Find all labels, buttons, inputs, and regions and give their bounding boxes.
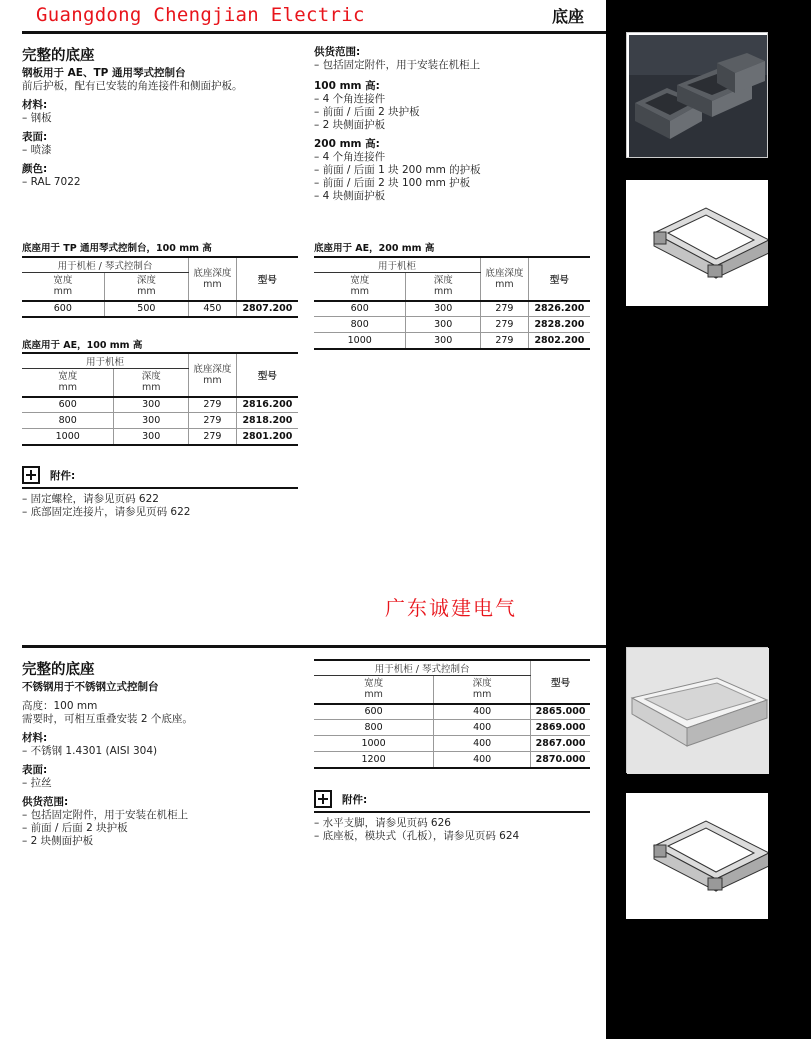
table-row (314, 720, 590, 736)
col-depth: 深度 mm (114, 369, 189, 397)
table-tp-title: 底座用于 TP 通用琴式控制台，100 mm 高 (22, 243, 212, 254)
accessories-label: 附件: (50, 469, 76, 482)
cell-width: 1200 (314, 752, 434, 768)
cell-depth: 400 (434, 736, 531, 752)
col-width: 宽度 mm (58, 371, 78, 394)
accessory-item: – 固定螺栓，请参见页码 622 (22, 493, 159, 505)
cell-depth: 400 (434, 752, 531, 768)
section1-right (314, 44, 594, 203)
section1-left (22, 44, 302, 189)
table-ae100 (22, 352, 298, 446)
table-ae200 (314, 256, 590, 350)
table-row (314, 704, 590, 720)
col-depth: 深度 mm (434, 676, 531, 704)
col-depth: 深度 mm (406, 273, 481, 301)
cell-model: 2865.000 (531, 704, 590, 720)
cell-width: 1000 (22, 429, 114, 445)
surface-label: 表面: (22, 764, 48, 776)
section1-subtitle: 钢板用于 AE、TP 通用琴式控制台 (22, 67, 186, 79)
table-row (22, 301, 298, 317)
h200-item: – 前面 / 后面 2 块 100 mm 护板 (314, 177, 471, 189)
table-stainless (314, 659, 590, 769)
cell-base-depth: 279 (189, 429, 237, 445)
cell-model: 2802.200 (528, 333, 590, 349)
cell-depth: 300 (406, 301, 481, 317)
accessories-2 (314, 790, 590, 843)
accessory-item: – 水平支脚，请参见页码 626 (314, 817, 451, 829)
h200-item: – 4 块侧面护板 (314, 190, 386, 202)
cell-base-depth: 450 (189, 301, 237, 317)
cell-depth: 300 (114, 413, 189, 429)
color-label: 颜色: (22, 163, 48, 175)
section2-left (22, 658, 302, 848)
table-row (22, 397, 298, 413)
section1-desc: 前后护板，配有已安装的角连接件和侧面护板。 (22, 80, 243, 92)
table-row (314, 736, 590, 752)
cell-width: 600 (314, 704, 434, 720)
cell-depth: 500 (104, 301, 188, 317)
material-label: 材料: (22, 99, 48, 111)
col-width: 宽度 mm (350, 275, 370, 298)
plus-icon (314, 790, 332, 808)
col-base-depth: 底座深度 mm (189, 353, 237, 397)
material-label: 材料: (22, 732, 48, 744)
col-group: 用于机柜 / 琴式控制台 (314, 660, 531, 676)
col-model: 型号 (531, 660, 590, 704)
h100-label: 100 mm 高: (314, 80, 380, 92)
cell-depth: 300 (406, 333, 481, 349)
table-row (314, 752, 590, 768)
accessories-1 (22, 466, 298, 519)
product-photo-steel-bases (626, 32, 768, 158)
col-model: 型号 (236, 257, 298, 301)
supply-value: – 包括固定附件，用于安装在机柜上 (314, 59, 481, 71)
cell-depth: 300 (406, 317, 481, 333)
base-diagram-2 (626, 793, 768, 919)
table-row (314, 333, 590, 349)
cell-model: 2867.000 (531, 736, 590, 752)
table-row (22, 413, 298, 429)
section2-height: 高度：100 mm (22, 700, 98, 712)
product-photo-stainless-base (626, 647, 768, 773)
table-ae100-title: 底座用于 AE，100 mm 高 (22, 340, 143, 351)
cell-model: 2828.200 (528, 317, 590, 333)
page-title: 底座 (552, 7, 585, 26)
cell-width: 800 (314, 720, 434, 736)
section-rule (22, 645, 606, 648)
cell-base-depth: 279 (481, 333, 529, 349)
material-value: – 不锈钢 1.4301 (AISI 304) (22, 745, 158, 757)
col-group: 用于机柜 (22, 353, 189, 369)
cell-base-depth: 279 (481, 317, 529, 333)
cell-width: 600 (22, 397, 114, 413)
section2-subtitle: 不锈钢用于不锈钢立式控制台 (22, 681, 159, 693)
table-ae200-title: 底座用于 AE，200 mm 高 (314, 243, 435, 254)
col-width: 宽度 mm (364, 678, 384, 701)
supply-item: – 2 块侧面护板 (22, 835, 94, 847)
table-row (314, 301, 590, 317)
cell-depth: 300 (114, 429, 189, 445)
cell-depth: 400 (434, 704, 531, 720)
h200-label: 200 mm 高: (314, 138, 380, 150)
cell-base-depth: 279 (189, 413, 237, 429)
supply-label: 供货范围: (22, 796, 69, 808)
col-group: 用于机柜 (314, 257, 481, 273)
col-base-depth: 底座深度 mm (189, 257, 237, 301)
accessory-item: – 底座板，模块式（孔板），请参见页码 624 (314, 830, 520, 842)
cell-base-depth: 279 (189, 397, 237, 413)
h100-item: – 前面 / 后面 2 块护板 (314, 106, 420, 118)
header-rule (22, 31, 606, 34)
surface-value: – 喷漆 (22, 144, 52, 156)
h100-item: – 4 个角连接件 (314, 93, 386, 105)
col-model: 型号 (236, 353, 298, 397)
cell-model: 2870.000 (531, 752, 590, 768)
table-row (22, 429, 298, 445)
cell-width: 1000 (314, 333, 406, 349)
cell-base-depth: 279 (481, 301, 529, 317)
section2-stack: 需要时，可相互重叠安装 2 个底座。 (22, 713, 193, 725)
surface-value: – 拉丝 (22, 777, 52, 789)
cell-model: 2869.000 (531, 720, 590, 736)
plus-icon (22, 466, 40, 484)
base-diagram-1 (626, 180, 768, 306)
cell-width: 600 (22, 301, 104, 317)
table-tp (22, 256, 298, 318)
cell-model: 2826.200 (528, 301, 590, 317)
h200-item: – 4 个角连接件 (314, 151, 386, 163)
cell-depth: 300 (114, 397, 189, 413)
accessory-item: – 底部固定连接片，请参见页码 622 (22, 506, 191, 518)
h200-item: – 前面 / 后面 1 块 200 mm 的护板 (314, 164, 481, 176)
color-value: – RAL 7022 (22, 176, 81, 188)
col-model: 型号 (528, 257, 590, 301)
surface-label: 表面: (22, 131, 48, 143)
supply-item: – 前面 / 后面 2 块护板 (22, 822, 128, 834)
cell-model: 2801.200 (236, 429, 298, 445)
col-width: 宽度 mm (53, 275, 73, 298)
col-depth: 深度 mm (104, 273, 188, 301)
supply-label: 供货范围: (314, 46, 361, 58)
cell-model: 2807.200 (236, 301, 298, 317)
watermark-text: 广东诚建电气 (385, 596, 517, 620)
cell-model: 2818.200 (236, 413, 298, 429)
cell-width: 1000 (314, 736, 434, 752)
h100-item: – 2 块侧面护板 (314, 119, 386, 131)
cell-width: 800 (22, 413, 114, 429)
cell-model: 2816.200 (236, 397, 298, 413)
col-base-depth: 底座深度 mm (481, 257, 529, 301)
section1-title: 完整的底座 (22, 48, 95, 64)
cell-width: 800 (314, 317, 406, 333)
supply-item: – 包括固定附件，用于安装在机柜上 (22, 809, 189, 821)
table-row (314, 317, 590, 333)
brand-name: Guangdong Chengjian Electric (36, 4, 365, 26)
section2-title: 完整的底座 (22, 662, 95, 678)
cell-depth: 400 (434, 720, 531, 736)
material-value: – 钢板 (22, 112, 52, 124)
accessories-label: 附件: (342, 793, 368, 806)
col-group: 用于机柜 / 琴式控制台 (22, 257, 189, 273)
cell-width: 600 (314, 301, 406, 317)
